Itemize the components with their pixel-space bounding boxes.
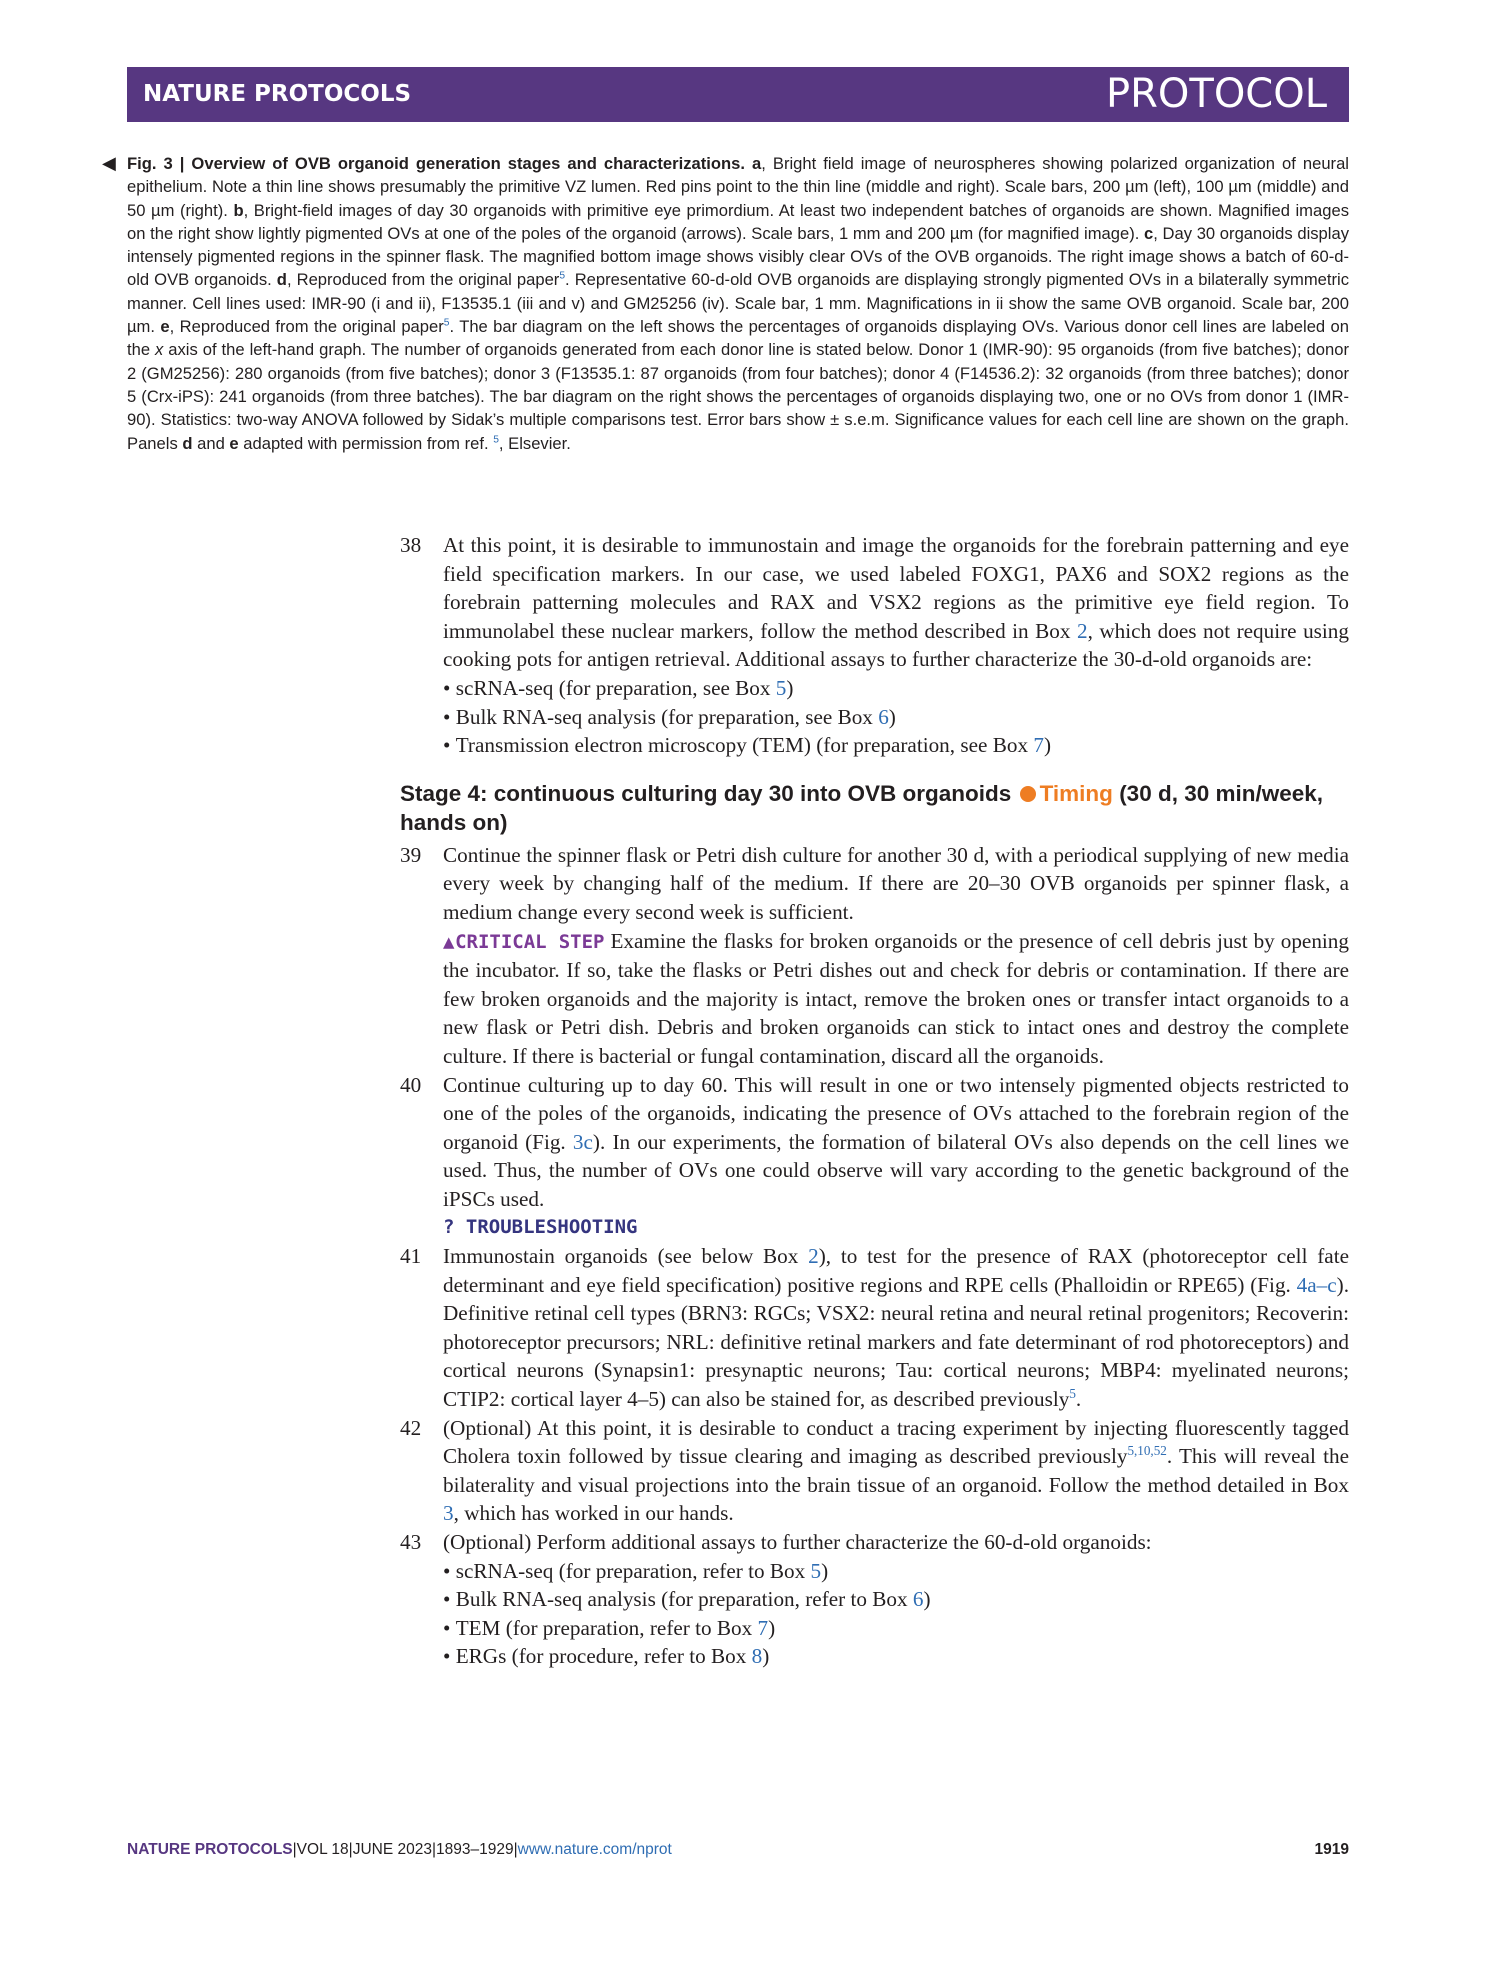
citation-ref-link[interactable]: 5,10,52 [1127,1443,1167,1459]
panel-letter: e [229,433,239,453]
footer-sep: | [431,1841,436,1858]
step-number: 41 [400,1244,422,1269]
critical-step-label: ▲CRITICAL STEP [443,930,605,953]
citation-ref-link[interactable]: 5 [559,270,566,282]
box-ref-link[interactable]: 2 [1076,618,1088,643]
journal-name: NATURE PROTOCOLS [143,81,412,107]
box-ref-link[interactable]: 3 [443,1501,454,1526]
caption-arrow-icon: ◀ [102,153,116,174]
step-43 [400,1528,1349,1671]
step-number: 43 [400,1530,422,1554]
bullet-item: • Bulk RNA-seq analysis (for preparation, refer to Box 6) [443,1585,1349,1614]
bullet-item: • scRNA-seq (for preparation, refer to Box 5) [443,1557,1349,1586]
page-footer [127,1841,1349,1859]
italic-text: x [155,340,164,360]
footer-sep: | [292,1841,297,1858]
box-ref-link[interactable]: 5 [775,675,787,700]
troubleshooting-link[interactable]: ? TROUBLESHOOTING [443,1216,638,1239]
section-label: PROTOCOL [1105,71,1327,117]
step-number: 38 [400,533,422,557]
panel-letter: b [233,200,244,220]
step-number: 42 [400,1415,422,1440]
figure-caption-body: a, Bright field image of neurospheres showing polarized organization of neural epithelium. Note a thin line shows presumably the primitive VZ lumen. Red pins point to the thin line (middle and right). Scale bars, 200 µm (left), 100 µm (middle) and 50 µm (right). b, Bright-field images of day 30 organoids with primitive eye primordium. At least two independent batches of organoids are shown. Magnified images on the right show lightly pigmented OVs at one of the poles of the organoid (arrows). Scale bars, 1 mm and 200 µm (for magnified image). c, Day 30 organoids display intensely pigmented regions in the spinner flask. The magnified bottom image shows visibly clear OVs of the OVB organoids. The right image shows a batch of 60-d-old OVB organoids. d, Reproduced from the original paper$^5$. Representative 60-d-old OVB organoids are displaying strongly pigmented OVs in a bilaterally symmetric manner. Cell lines used: IMR-90 (i and ii), F13535.1 (iii and v) and GM25256 (iv). Scale bar, 1 mm. Magnifications in ii show the same OVB organoid. Scale bar, 200 µm. e, Reproduced from the original paper$^5$. The bar diagram on the left shows the percentages of organoids displaying OVs. Various donor cell lines are labeled on the x axis of the left-hand graph. The number of organoids generated from each donor line is stated below. Donor 1 (IMR-90): 95 organoids (from five batches); donor 2 (GM25256): 280 organoids (from five batches); donor 3 (F13535.1: 87 organoids (from four batches); donor 4 (F14536.2): 32 organoids (from three batches); donor 5 (Crx-iPS): 241 organoids (from three batches). The bar diagram on the right shows the percentages of organoids displaying two, one or no OVs from donor 1 (IMR-90). Statistics: two-way ANOVA followed by Sidak’s multiple comparisons test. Error bars show ± s.e.m. Significance values for each cell line are shown on the graph. Panels d and e adapted with permission from ref. $^5$, Elsevier. [127,154,1350,453]
panel-letter: d [182,433,193,453]
bullet-item: • Transmission electron microscopy (TEM) (for preparation, see Box 7) [443,731,1349,760]
box-ref-link[interactable]: 3c [572,1129,593,1154]
step-number: 40 [400,1072,422,1097]
citation-ref-link[interactable]: 5 [443,317,450,329]
stage-title: Stage 4: continuous culturing day 30 into OVB organoids [400,780,1012,806]
footer-sep: | [348,1841,353,1858]
bullet-item: • scRNA-seq (for preparation, see Box 5) [443,674,1349,703]
citation-ref-link[interactable]: 5 [493,434,499,446]
panel-letter: d [276,270,287,290]
critical-step [443,927,1349,1071]
step-text: (Optional) At this point, it is desirable to conduct a tracing experiment by injecting fluorescently tagged Cholera toxin followed by tissue clearing and imaging as described previously$^{5,10,52}$. This will reveal the bilaterality and visual projections into the brain tissue of an organoid. Follow the method detailed in Box 3, which has worked in our hands. [443,1415,1349,1526]
stage-4-heading [400,779,1349,837]
timing-value: (30 d, 30 min/week, hands on) [400,780,1324,835]
citation-ref-link[interactable]: 5 [1069,1385,1076,1401]
bullet-list [443,674,1349,760]
step-42 [400,1414,1349,1528]
box-ref-link[interactable]: 7 [1033,733,1044,758]
bullet-list [443,1557,1349,1671]
step-text: Continue the spinner flask or Petri dish culture for another 30 d, with a periodical supplying of new media every week by changing half of the medium. If there are 20–30 OVB organoids per spinner flask, a medium change every second week is sufficient. [443,842,1349,924]
page-number: 1919 [1314,1841,1349,1858]
step-text: At this point, it is desirable to immunostain and image the organoids for the forebrain patterning and eye field specification markers. In our case, we used labeled FOXG1, PAX6 and SOX2 regions as the forebrain patterning molecules and RAX and VSX2 regions as the primitive eye field region. To immunolabel these nuclear markers, follow the method described in Box 2, which does not require using cooking pots for antigen retrieval. Additional assays to further characterize the 30-d-old organoids are: [443,533,1349,672]
step-text: Continue culturing up to day 60. This will result in one or two intensely pigmented objects restricted to one of the poles of the organoids, indicating the presence of OVs attached to the forebrain region of the organoid (Fig. 3c). In our experiments, the formation of bilateral OVs also depends on the cell lines we used. Thus, the number of OVs one could observe will vary according to the genetic background of the iPSCs used. [443,1072,1349,1211]
step-41 [400,1242,1349,1414]
bullet-item: • TEM (for preparation, refer to Box 7) [443,1614,1349,1643]
panel-letter: a [752,154,762,173]
footer-pages: 1893–1929 [436,1841,514,1858]
panel-letter: e [160,317,170,337]
timing-label: Timing [1039,780,1113,806]
figure-caption [127,152,1349,455]
box-ref-link[interactable]: 4a–c [1296,1272,1337,1297]
bullet-item: • ERGs (for procedure, refer to Box 8) [443,1642,1349,1671]
box-ref-link[interactable]: 6 [912,1587,924,1612]
bullet-item: • Bulk RNA-seq analysis (for preparation, see Box 6) [443,703,1349,732]
step-38 [400,531,1349,760]
footer-journal: NATURE PROTOCOLS [127,1841,293,1858]
box-ref-link[interactable]: 7 [757,1615,769,1640]
step-39 [400,841,1349,1071]
procedure-steps [400,531,1349,1671]
footer-sep: | [513,1841,518,1858]
box-ref-link[interactable]: 5 [810,1558,822,1583]
figure-caption-label: Fig. 3 | Overview of OVB organoid generation stages and characterizations. [127,154,745,173]
timing-dot-icon [1020,786,1036,802]
step-text: (Optional) Perform additional assays to further characterize the 60-d-old organoids: [443,1530,1152,1554]
box-ref-link[interactable]: 2 [808,1244,819,1269]
page-header [127,67,1349,122]
panel-letter: c [1144,223,1154,243]
footer-date: JUNE 2023 [352,1841,432,1858]
step-40 [400,1071,1349,1243]
step-text: Immunostain organoids (see below Box 2), to test for the presence of RAX (photoreceptor cell fate determinant and eye field specification) positive regions and RPE cells (Phalloidin or RPE65) (Fig. 4a–c). Definitive retinal cell types (BRN3: RGCs; VSX2: neural retina and neural retinal progenitors; Recoverin: photoreceptor precursors; NRL: definitive retinal markers and fate determinant of rod photoreceptors) and cortical neurons (Synapsin1: presynaptic neurons; Tau: cortical neurons; MBP4: myelinated neurons; CTIP2: cortical layer 4–5) can also be stained for, as described previously$^5$. [443,1244,1349,1412]
critical-step-text: Examine the flasks for broken organoids or the presence of cell debris just by opening the incubator. If so, take the flasks or Petri dishes out and check for debris or contamination. If there are few broken organoids and the majority is intact, remove the broken ones or transfer intact organoids to a new flask or Petri dish. Debris and broken organoids can stick to intact ones and destroy the complete culture. If there is bacterial or fungal contamination, discard all the organoids. [443,928,1349,1068]
footer-url-link[interactable]: www.nature.com/nprot [517,1841,672,1858]
box-ref-link[interactable]: 8 [751,1644,763,1669]
box-ref-link[interactable]: 6 [878,704,889,729]
footer-volume: VOL 18 [296,1841,349,1858]
step-number: 39 [400,842,422,867]
